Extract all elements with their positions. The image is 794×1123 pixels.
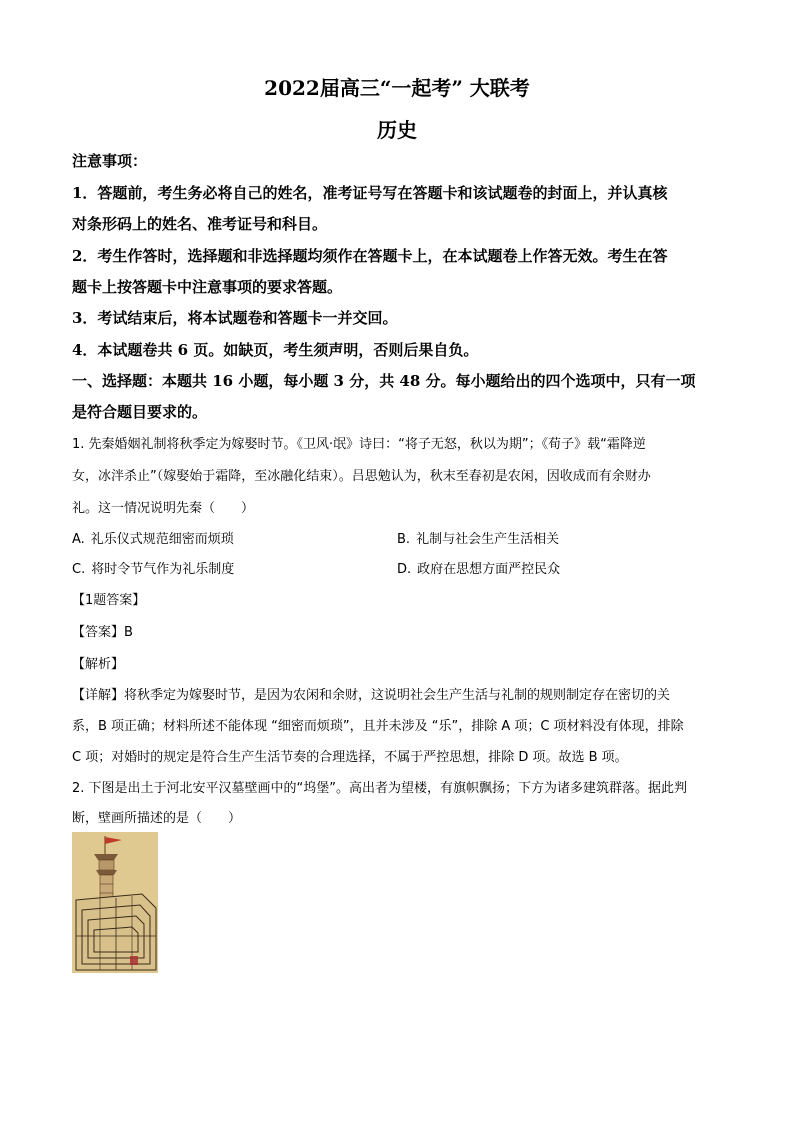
question-stem: 礼。这一情况说明先秦（ ）: [72, 501, 255, 516]
answer-tag: 【1题答案】: [72, 593, 146, 608]
option-text: 将时令节气作为礼乐制度: [91, 562, 235, 577]
option-label: B.: [397, 532, 411, 547]
notice-line: 2．考生作答时，选择题和非选择题均须作在答题卡上，在本试题卷上作答无效。考生在答: [72, 247, 668, 265]
answer: 【答案】B: [72, 625, 133, 640]
notice-line: 对条形码上的姓名、准考证号和科目。: [72, 215, 328, 233]
notice-line: 1．答题前，考生务必将自己的姓名，准考证号写在答题卡和该试题卷的封面上，并认真核: [72, 184, 668, 202]
question-stem: 断，壁画所描述的是（ ）: [72, 811, 242, 826]
mural-image: [72, 832, 158, 973]
subject-title: 历史: [377, 118, 417, 142]
notice-heading: 注意事项：: [72, 152, 148, 170]
notice-line: 题卡上按答题卡中注意事项的要求答题。: [72, 278, 343, 296]
notice-line: 4．本试题卷共 6 页。如缺页，考生须声明，否则后果自负。: [72, 341, 479, 359]
question-stem: 1. 先秦婚姻礼制将秋季定为嫁娶时节。《卫风·氓》诗曰：“将子无怒，秋以为期”；《荀子》载“霜降逆: [72, 437, 646, 452]
analysis-detail: 【详解】将秋季定为嫁娶时节，是因为农闲和余财，这说明社会生产生活与礼制的规则制定存在密切的关: [72, 688, 671, 703]
option-label: A.: [72, 532, 85, 547]
exam-title: 2022届高三“一起考” 大联考: [264, 76, 530, 100]
option-b: [397, 528, 559, 547]
option-text: 礼制与社会生产生活相关: [416, 532, 560, 547]
fortress-mural-illustration: [72, 832, 158, 973]
option-a: [72, 528, 234, 547]
section-heading: 是符合题目要求的。: [72, 403, 208, 421]
option-text: 礼乐仪式规范细密而烦琐: [90, 532, 234, 547]
notice-line: 3．考试结束后，将本试题卷和答题卡一并交回。: [72, 309, 398, 327]
section-heading: 一、选择题：本题共 16 小题，每小题 3 分，共 48 分。每小题给出的四个选项中，只有一项: [72, 372, 696, 390]
question-stem: 2. 下图是出土于河北安平汉墓壁画中的“坞堡”。高出者为望楼，有旗帜飘扬；下方为诸多建筑群落。据此判: [72, 781, 688, 796]
option-d: [397, 558, 560, 577]
option-c: [72, 558, 234, 577]
option-label: C.: [72, 562, 86, 577]
analysis-tag: 【解析】: [72, 657, 125, 672]
analysis-detail: 系，B 项正确；材料所述不能体现 “细密而烦琐”，且并未涉及 “乐”，排除 A 项；C 项材料没有体现，排除: [72, 719, 684, 734]
question-stem: 女，冰泮杀止”（嫁娶始于霜降，至冰融化结束）。吕思勉认为，秋末至春初是农闲，因收成而有余财办: [72, 469, 651, 484]
option-label: D.: [397, 562, 412, 577]
option-text: 政府在思想方面严控民众: [417, 562, 561, 577]
analysis-detail: C 项；对婚时的规定是符合生产生活节奏的合理选择，不属于严控思想，排除 D 项。故选 B 项。: [72, 750, 628, 765]
